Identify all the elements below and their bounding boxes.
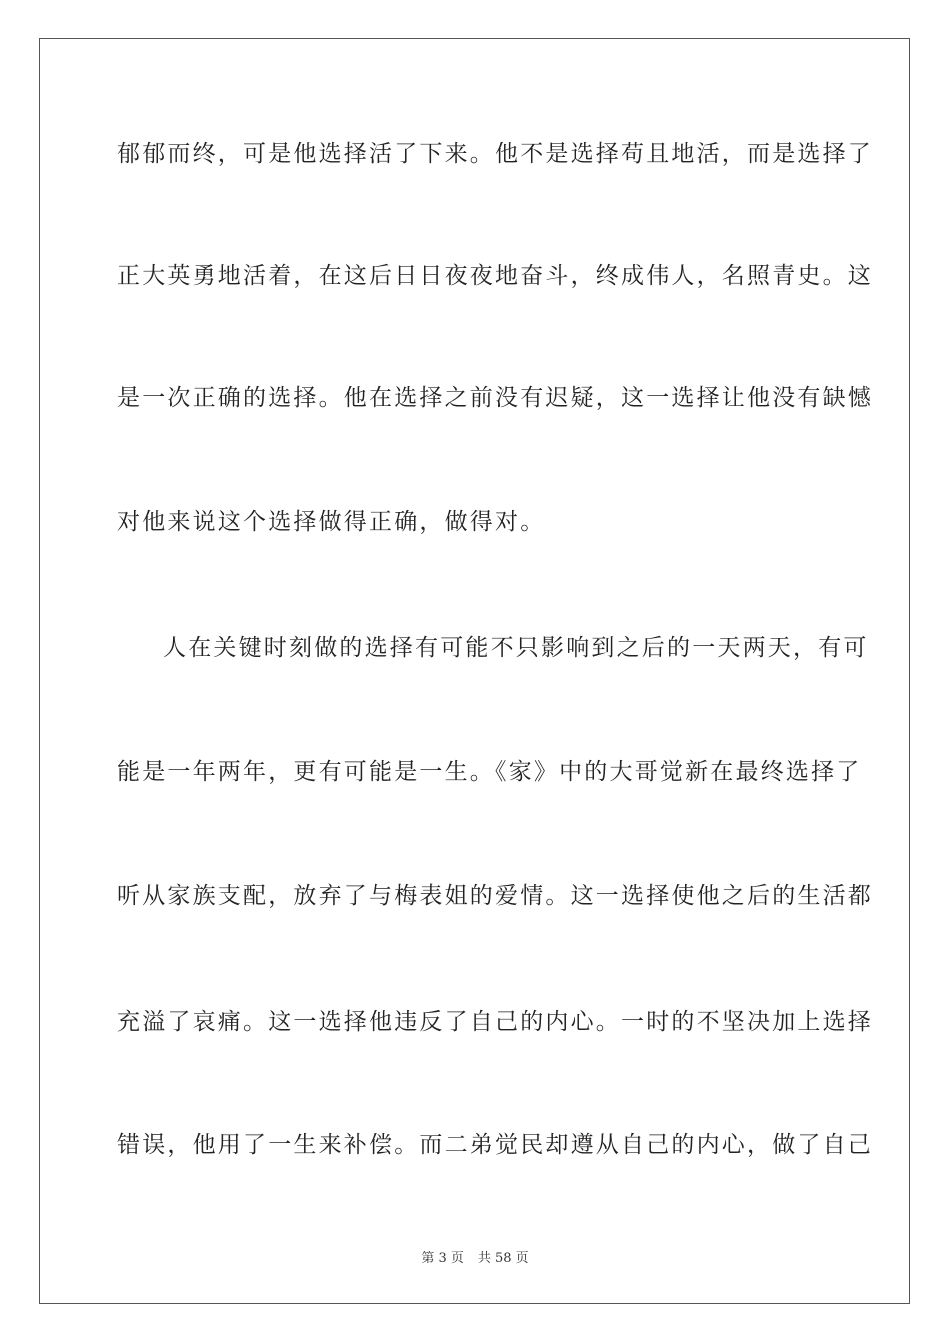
paragraph-line: 是一次正确的选择。他在选择之前没有迟疑，这一选择让他没有缺憾	[117, 385, 873, 411]
page-number: 第 3 页	[421, 1251, 464, 1266]
paragraph-line: 充溢了哀痛。这一选择他违反了自己的内心。一时的不坚决加上选择	[117, 1009, 873, 1035]
paragraph-line: 能是一年两年，更有可能是一生。《家》中的大哥觉新在最终选择了	[117, 759, 862, 785]
paragraph-line: 正大英勇地活着，在这后日日夜夜地奋斗，终成伟人，名照青史。这	[117, 263, 873, 289]
paragraph-line: 对他来说这个选择做得正确，做得对。	[117, 509, 546, 535]
page-footer	[0, 1247, 950, 1266]
paragraph-line: 人在关键时刻做的选择有可能不只影响到之后的一天两天，有可	[163, 635, 869, 661]
paragraph-line: 错误，他用了一生来补偿。而二弟觉民却遵从自己的内心，做了自己	[117, 1132, 873, 1158]
page-total: 共 58 页	[477, 1251, 529, 1266]
paragraph-line: 郁郁而终，可是他选择活了下来。他不是选择苟且地活，而是选择了	[117, 141, 873, 167]
paragraph-line: 听从家族支配，放弃了与梅表姐的爱情。这一选择使他之后的生活都	[117, 883, 873, 909]
page-border	[39, 38, 910, 1304]
